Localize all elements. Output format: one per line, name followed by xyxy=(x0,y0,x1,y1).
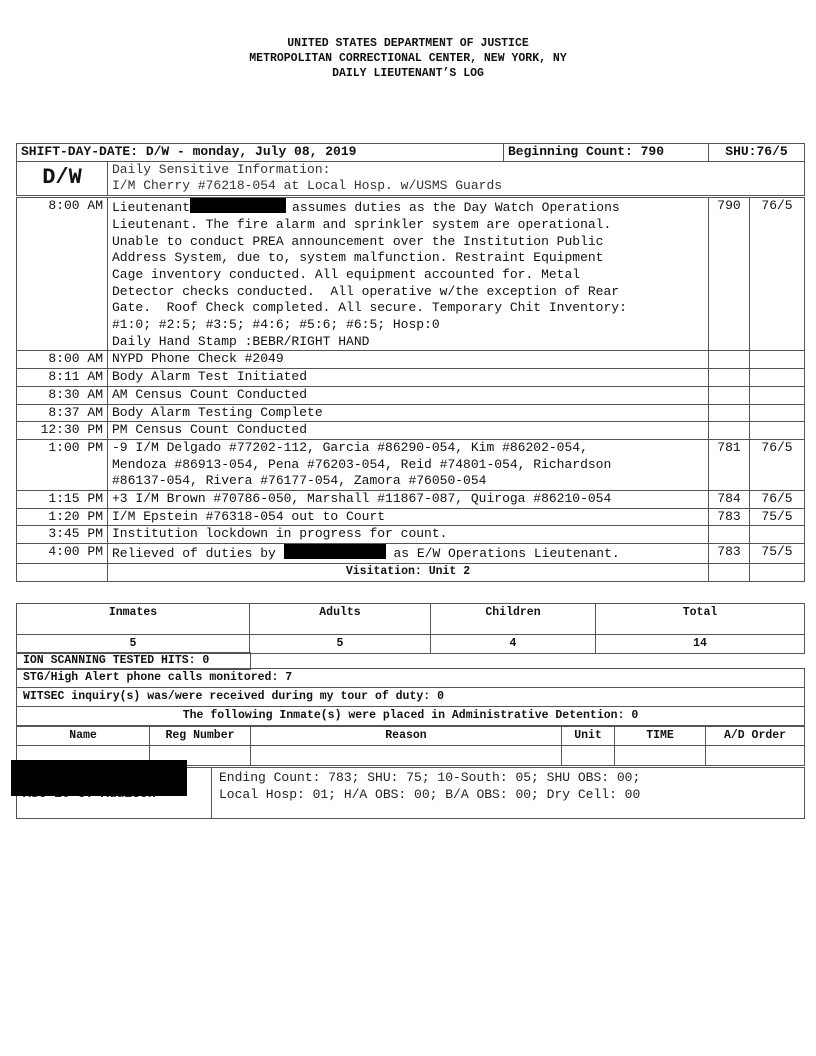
entry-text xyxy=(108,439,709,490)
log-entry xyxy=(17,351,805,369)
ad-header-unit: Unit xyxy=(562,727,615,746)
blank-cell xyxy=(750,563,805,581)
entry-line: assumes duties as the Day Watch Operations xyxy=(292,200,620,216)
header-line-3: DAILY LIEUTENANT’S LOG xyxy=(332,67,484,80)
admin-detention-header-row xyxy=(17,727,805,746)
log-entry xyxy=(17,197,805,351)
entry-shu xyxy=(750,351,805,369)
daily-log-table xyxy=(16,143,805,582)
entry-line: -9 I/M Delgado #77202-112, Garcia #86290-054, Kim #86202-054, xyxy=(112,439,588,455)
entry-text: Body Alarm Testing Complete xyxy=(108,404,709,422)
document-header xyxy=(0,36,816,81)
visitation-title: Visitation: Unit 2 xyxy=(108,563,709,581)
beginning-count: Beginning Count: 790 xyxy=(504,144,709,162)
log-entry xyxy=(17,404,805,422)
witsec-inquiries: WITSEC inquiry(s) was/were received during my tour of duty: 0 xyxy=(16,687,805,707)
entry-text: PM Census Count Conducted xyxy=(108,422,709,440)
entry-shu: 76/5 xyxy=(750,491,805,509)
entry-line: #1:0; #2:5; #3:5; #4:6; #5:6; #6:5; Hosp:0 xyxy=(112,317,440,333)
entry-text: Body Alarm Test Initiated xyxy=(108,369,709,387)
shift-header-row xyxy=(17,144,805,162)
entry-line: Gate. Roof Check completed. All secure. Temporary Chit Inventory: xyxy=(112,300,627,316)
entry-time: 3:45 PM xyxy=(17,526,108,544)
log-entry xyxy=(17,369,805,387)
entry-shu: 75/5 xyxy=(750,508,805,526)
signature-block xyxy=(17,768,212,818)
ad-header-reason: Reason xyxy=(251,727,562,746)
blank-cell xyxy=(615,746,706,766)
visitation-header: Adults xyxy=(250,604,431,635)
entry-time: 8:30 AM xyxy=(17,386,108,404)
entry-text: +3 I/M Brown #70786-050, Marshall #11867-087, Quiroga #86210-054 xyxy=(108,491,709,509)
entry-count: 784 xyxy=(709,491,750,509)
blank-cell xyxy=(17,563,108,581)
visitation-value: 5 xyxy=(250,635,431,654)
entry-text xyxy=(108,197,709,351)
stg-calls: STG/High Alert phone calls monitored: 7 xyxy=(16,668,805,688)
shift-code: D/W xyxy=(17,161,108,196)
entry-text xyxy=(108,544,709,564)
entry-time: 8:11 AM xyxy=(17,369,108,387)
sensitive-info xyxy=(108,161,805,196)
entry-line: as E/W Operations Lieutenant. xyxy=(393,546,620,562)
entry-shu xyxy=(750,369,805,387)
entry-text: NYPD Phone Check #2049 xyxy=(108,351,709,369)
admin-detention-title: The following Inmate(s) were placed in Administrative Detention: 0 xyxy=(16,706,805,726)
visitation-table xyxy=(16,603,805,654)
visitation-header: Children xyxy=(431,604,596,635)
sensitive-text: I/M Cherry #76218-054 at Local Hosp. w/USMS Guards xyxy=(112,178,503,194)
footer-summary xyxy=(16,767,805,819)
sensitive-info-row xyxy=(17,161,805,196)
entry-count xyxy=(709,526,750,544)
entry-line: Unable to conduct PREA announcement over the Institution Public xyxy=(112,233,604,249)
visitation-values-row xyxy=(17,635,805,654)
entry-shu xyxy=(750,526,805,544)
log-entry xyxy=(17,491,805,509)
header-line-2: METROPOLITAN CORRECTIONAL CENTER, NEW YORK, NY xyxy=(249,52,567,65)
log-entry xyxy=(17,508,805,526)
visitation-header-row xyxy=(17,604,805,635)
entry-time: 12:30 PM xyxy=(17,422,108,440)
entry-count xyxy=(709,369,750,387)
visitation-value: 14 xyxy=(596,635,805,654)
entry-text: Institution lockdown in progress for count. xyxy=(108,526,709,544)
blank-cell xyxy=(706,746,805,766)
entry-time: 4:00 PM xyxy=(17,544,108,564)
ion-scanning: ION SCANNING TESTED HITS: 0 xyxy=(16,652,251,670)
entry-count: 783 xyxy=(709,508,750,526)
visitation-value: 5 xyxy=(17,635,250,654)
entry-shu: 76/5 xyxy=(750,197,805,351)
entry-text: AM Census Count Conducted xyxy=(108,386,709,404)
entry-shu xyxy=(750,386,805,404)
log-entry xyxy=(17,422,805,440)
redaction-bar xyxy=(284,544,386,559)
visitation-header: Total xyxy=(596,604,805,635)
entry-count xyxy=(709,386,750,404)
ad-header-time: TIME xyxy=(615,727,706,746)
entry-text: I/M Epstein #76318-054 out to Court xyxy=(108,508,709,526)
blank-cell xyxy=(251,746,562,766)
entry-shu xyxy=(750,404,805,422)
entry-line: Daily Hand Stamp :BEBR/RIGHT HAND xyxy=(112,333,370,349)
shift-day-date: SHIFT-DAY-DATE: D/W - monday, July 08, 2019 xyxy=(17,144,504,162)
summary-line: Local Hosp: 01; H/A OBS: 00; B/A OBS: 00; Dry Cell: 00 xyxy=(219,787,641,802)
blank-cell xyxy=(562,746,615,766)
redaction-bar xyxy=(190,198,286,213)
entry-time: 1:20 PM xyxy=(17,508,108,526)
entry-count: 790 xyxy=(709,197,750,351)
entry-count xyxy=(709,404,750,422)
entry-time: 1:15 PM xyxy=(17,491,108,509)
entry-line: Lieutenant. The fire alarm and sprinkler system are operational. xyxy=(112,216,612,232)
visitation-value: 4 xyxy=(431,635,596,654)
visitation-header: Inmates xyxy=(17,604,250,635)
entry-time: 8:37 AM xyxy=(17,404,108,422)
blank-cell xyxy=(709,563,750,581)
ad-header-reg-number: Reg Number xyxy=(150,727,251,746)
log-entry xyxy=(17,544,805,564)
entry-count xyxy=(709,422,750,440)
entry-shu xyxy=(750,422,805,440)
summary-line: Ending Count: 783; SHU: 75; 10-South: 05; SHU OBS: 00; xyxy=(219,770,641,785)
entry-line: #86137-054, Rivera #76177-054, Zamora #76050-054 xyxy=(112,473,487,489)
sensitive-title: Daily Sensitive Information: xyxy=(112,161,331,177)
entry-line: Detector checks conducted. All operative w/the exception of Rear xyxy=(112,283,620,299)
visitation-title-row xyxy=(17,563,805,581)
entry-count: 781 xyxy=(709,439,750,490)
ending-count-summary xyxy=(219,769,640,803)
shu-count: SHU:76/5 xyxy=(709,144,805,162)
entry-line: Lieutenant xyxy=(112,200,191,216)
log-entry xyxy=(17,386,805,404)
entry-line: Relieved of duties by xyxy=(112,546,276,562)
entry-shu: 76/5 xyxy=(750,439,805,490)
entry-shu: 75/5 xyxy=(750,544,805,564)
entry-line: Cage inventory conducted. All equipment accounted for. Metal xyxy=(112,266,581,282)
entry-time: 1:00 PM xyxy=(17,439,108,490)
header-line-1: UNITED STATES DEPARTMENT OF JUSTICE xyxy=(287,37,529,50)
ad-header-order: A/D Order xyxy=(706,727,805,746)
log-entry xyxy=(17,439,805,490)
entry-time: 8:00 AM xyxy=(17,197,108,351)
entry-line: Mendoza #86913-054, Pena #76203-054, Reid #74801-054, Richardson xyxy=(112,456,612,472)
ad-header-name: Name xyxy=(17,727,150,746)
entry-count: 783 xyxy=(709,544,750,564)
entry-time: 8:00 AM xyxy=(17,351,108,369)
entry-line: Address System, due to, system malfunction. Restraint Equipment xyxy=(112,250,604,266)
entry-count xyxy=(709,351,750,369)
log-entry xyxy=(17,526,805,544)
redaction-bar xyxy=(11,760,187,796)
